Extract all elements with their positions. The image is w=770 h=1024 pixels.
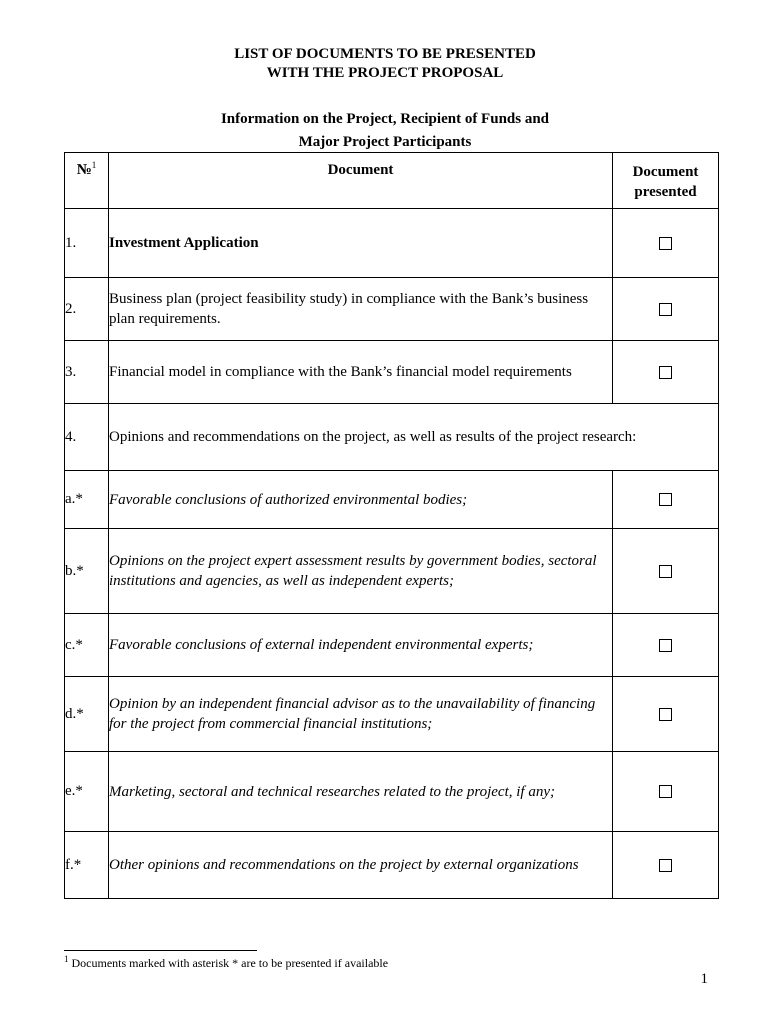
documents-table: [64, 152, 719, 899]
table-body: [65, 209, 719, 899]
footnote: [64, 956, 388, 971]
row-presented: [613, 209, 719, 278]
footnote-marker: 1: [64, 954, 69, 964]
header-number: [65, 153, 109, 209]
row-presented: [613, 529, 719, 614]
table-row: [65, 471, 719, 529]
footnote-ref: 1: [91, 160, 97, 170]
header-presented: [613, 153, 719, 209]
row-presented: [613, 278, 719, 341]
header-document-label: Document: [327, 162, 394, 178]
presented-checkbox[interactable]: [659, 565, 672, 578]
row-document: Financial model in compliance with the Bank’s financial model requirements: [109, 341, 613, 404]
row-document: Investment Application: [109, 209, 613, 278]
row-number: 3.: [65, 341, 109, 404]
row-document: Opinion by an independent financial advisor as to the unavailability of financing for the project from commercial financial institutions;: [109, 677, 613, 752]
row-presented: [613, 677, 719, 752]
page-number: 1: [700, 971, 708, 987]
title-line-1: LIST OF DOCUMENTS TO BE PRESENTED: [234, 46, 536, 62]
row-number: f.*: [65, 832, 109, 899]
footnote-text: Documents marked with asterisk * are to be presented if available: [71, 956, 389, 970]
presented-checkbox[interactable]: [659, 303, 672, 316]
row-number: 4.: [65, 404, 109, 471]
row-number: a.*: [65, 471, 109, 529]
row-number: 1.: [65, 209, 109, 278]
subtitle-line-2: Major Project Participants: [298, 134, 472, 150]
section-subtitle: [0, 108, 770, 154]
table-row: [65, 529, 719, 614]
row-document: Marketing, sectoral and technical researches related to the project, if any;: [109, 752, 613, 832]
header-presented-line-2: presented: [634, 184, 697, 200]
header-document: [109, 153, 613, 209]
table-row: [65, 341, 719, 404]
header-presented-line-1: Document: [632, 164, 699, 180]
row-document: Opinions and recommendations on the project, as well as results of the project research:: [109, 404, 719, 471]
row-number: e.*: [65, 752, 109, 832]
row-document: Favorable conclusions of external independent environmental experts;: [109, 614, 613, 677]
subtitle-line-1: Information on the Project, Recipient of Funds and: [220, 111, 550, 127]
presented-checkbox[interactable]: [659, 639, 672, 652]
presented-checkbox[interactable]: [659, 859, 672, 872]
row-presented: [613, 471, 719, 529]
row-number: 2.: [65, 278, 109, 341]
table-row: [65, 832, 719, 899]
presented-checkbox[interactable]: [659, 493, 672, 506]
title-line-2: WITH THE PROJECT PROPOSAL: [266, 65, 504, 81]
row-document: Other opinions and recommendations on the project by external organizations: [109, 832, 613, 899]
row-presented: [613, 341, 719, 404]
table-row: [65, 614, 719, 677]
header-number-label: №: [76, 162, 92, 178]
table-row: [65, 209, 719, 278]
presented-checkbox[interactable]: [659, 785, 672, 798]
footnote-divider: [64, 950, 257, 951]
row-number: d.*: [65, 677, 109, 752]
table-row: [65, 677, 719, 752]
table-row: [65, 278, 719, 341]
table-row: [65, 404, 719, 471]
presented-checkbox[interactable]: [659, 366, 672, 379]
row-number: c.*: [65, 614, 109, 677]
row-document: Favorable conclusions of authorized environmental bodies;: [109, 471, 613, 529]
table-header-row: [65, 153, 719, 209]
presented-checkbox[interactable]: [659, 708, 672, 721]
row-document: Opinions on the project expert assessment results by government bodies, sectoral institutions and agencies, as well as independent experts;: [109, 529, 613, 614]
row-presented: [613, 614, 719, 677]
row-presented: [613, 832, 719, 899]
row-document: Business plan (project feasibility study) in compliance with the Bank’s business plan requirements.: [109, 278, 613, 341]
row-number: b.*: [65, 529, 109, 614]
presented-checkbox[interactable]: [659, 237, 672, 250]
row-presented: [613, 752, 719, 832]
table-row: [65, 752, 719, 832]
document-title: [0, 45, 770, 83]
